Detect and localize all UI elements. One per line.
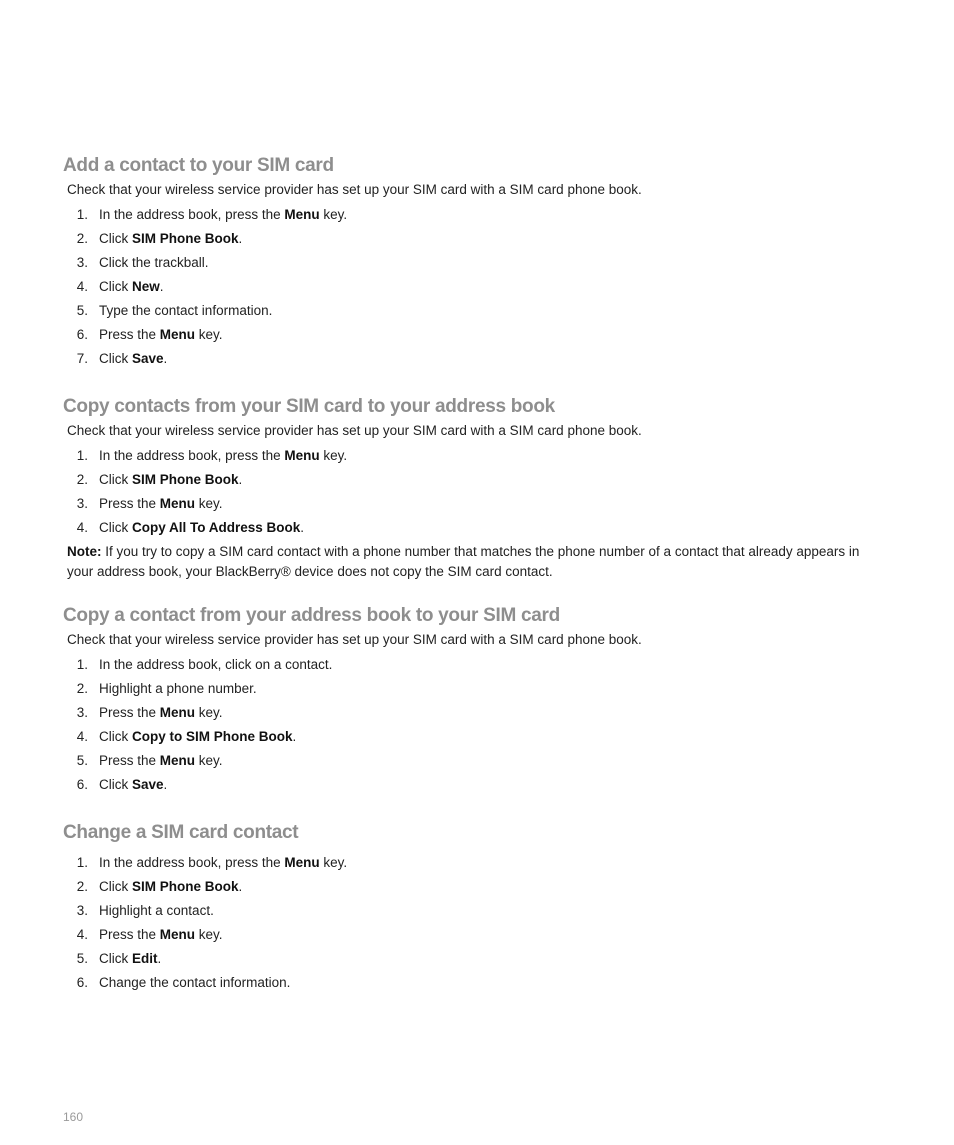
step-item	[63, 875, 893, 899]
step-text: Press the	[99, 705, 160, 720]
step-text: Press the	[99, 753, 160, 768]
step-bold-term: SIM Phone Book	[132, 879, 239, 894]
note-text: If you try to copy a SIM card contact with a phone number that matches the phone number of a contact that already appears in your address book, your BlackBerry® device does not copy the SIM card contact.	[67, 544, 860, 579]
step-number: 4.	[76, 729, 88, 744]
steps-list	[63, 203, 893, 371]
step-number: 2.	[76, 472, 88, 487]
step-item	[63, 323, 893, 347]
step-item	[63, 947, 893, 971]
step-bold-term: Menu	[284, 855, 320, 870]
step-text: Type the contact information.	[99, 303, 273, 318]
step-text-end: .	[163, 777, 168, 792]
section-heading: Change a SIM card contact	[63, 822, 299, 843]
step-text: Click	[99, 231, 132, 246]
step-item	[63, 227, 893, 251]
section-add-contact	[63, 154, 893, 371]
step-text-end: key.	[195, 927, 223, 942]
step-item	[63, 899, 893, 923]
step-text: Click	[99, 729, 132, 744]
step-bold-term: Menu	[159, 927, 196, 942]
note-label: Note:	[67, 544, 102, 559]
step-text-end: .	[300, 520, 305, 535]
step-item	[63, 444, 893, 468]
step-text: Click	[99, 279, 132, 294]
step-item	[63, 725, 893, 749]
step-bold-term: New	[132, 279, 160, 294]
step-bold-term: Save	[132, 351, 164, 366]
step-bold-term: Menu	[159, 753, 196, 768]
step-bold-term: Copy to SIM Phone Book	[132, 729, 293, 744]
step-text-end: key.	[319, 207, 348, 222]
step-bold-term: Menu	[159, 327, 196, 342]
step-item	[63, 653, 893, 677]
step-text: Click the trackball.	[99, 255, 209, 270]
step-item	[63, 701, 893, 725]
step-text: Click	[99, 879, 132, 894]
step-number: 1.	[76, 657, 88, 672]
step-item	[63, 749, 893, 773]
step-item	[63, 275, 893, 299]
step-text-end: .	[238, 231, 243, 246]
step-item	[63, 492, 893, 516]
step-number: 3.	[76, 496, 88, 511]
step-text: Click	[99, 520, 132, 535]
step-text: Click	[99, 777, 132, 792]
step-text: Click	[99, 472, 132, 487]
page-number: 160	[63, 1110, 84, 1124]
step-bold-term: Menu	[284, 448, 320, 463]
section-heading: Copy contacts from your SIM card to your address book	[63, 396, 555, 417]
step-number: 5.	[76, 951, 88, 966]
step-number: 4.	[76, 279, 88, 294]
step-text: In the address book, click on a contact.	[99, 657, 333, 672]
step-number: 2.	[76, 681, 88, 696]
step-text-end: key.	[195, 496, 223, 511]
step-number: 7.	[76, 351, 88, 366]
step-number: 4.	[76, 520, 88, 535]
section-change-sim-contact	[63, 821, 893, 995]
step-text-end: key.	[319, 855, 348, 870]
step-item	[63, 773, 893, 797]
step-item	[63, 299, 893, 323]
section-intro: Check that your wireless service provider has set up your SIM card with a SIM card phone book.	[67, 182, 642, 197]
step-number: 2.	[76, 231, 88, 246]
step-number: 3.	[76, 255, 88, 270]
step-number: 5.	[76, 303, 88, 318]
step-number: 6.	[76, 975, 88, 990]
step-text: Highlight a contact.	[99, 903, 214, 918]
step-text-end: .	[292, 729, 297, 744]
steps-list	[63, 444, 893, 540]
step-text-end: .	[159, 279, 164, 294]
step-bold-term: SIM Phone Book	[132, 231, 239, 246]
step-number: 6.	[76, 777, 88, 792]
step-text: In the address book, press the	[99, 207, 285, 222]
section-intro: Check that your wireless service provider has set up your SIM card with a SIM card phone book.	[67, 632, 642, 647]
step-bold-term: Menu	[284, 207, 320, 222]
step-bold-term: Save	[132, 777, 164, 792]
step-text: Press the	[99, 327, 160, 342]
section-intro: Check that your wireless service provider has set up your SIM card with a SIM card phone book.	[67, 423, 642, 438]
step-text-end: .	[157, 951, 162, 966]
step-text: Press the	[99, 496, 160, 511]
step-item	[63, 851, 893, 875]
step-number: 1.	[76, 448, 88, 463]
step-item	[63, 251, 893, 275]
step-number: 5.	[76, 753, 88, 768]
section-copy-contact-to-sim	[63, 604, 893, 797]
step-item	[63, 347, 893, 371]
step-bold-term: Menu	[159, 705, 196, 720]
step-text: Press the	[99, 927, 160, 942]
note-paragraph	[67, 542, 887, 581]
step-number: 1.	[76, 855, 88, 870]
step-text: Change the contact information.	[99, 975, 291, 990]
section-heading: Add a contact to your SIM card	[63, 155, 334, 176]
step-text: In the address book, press the	[99, 855, 285, 870]
step-text: Highlight a phone number.	[99, 681, 257, 696]
step-number: 2.	[76, 879, 88, 894]
step-item	[63, 971, 893, 995]
step-item	[63, 923, 893, 947]
step-number: 4.	[76, 927, 88, 942]
step-text: Click	[99, 951, 132, 966]
step-item	[63, 203, 893, 227]
step-item	[63, 468, 893, 492]
step-bold-term: SIM Phone Book	[132, 472, 239, 487]
step-number: 3.	[76, 705, 88, 720]
step-text-end: key.	[195, 753, 223, 768]
step-text-end: .	[238, 472, 243, 487]
step-text-end: .	[163, 351, 168, 366]
step-text-end: key.	[319, 448, 348, 463]
step-text-end: .	[238, 879, 243, 894]
step-item	[63, 516, 893, 540]
step-text-end: key.	[195, 327, 223, 342]
steps-list	[63, 653, 893, 797]
section-copy-contacts-to-address-book	[63, 395, 893, 581]
step-text: In the address book, press the	[99, 448, 285, 463]
step-text-end: key.	[195, 705, 223, 720]
step-item	[63, 677, 893, 701]
step-bold-term: Edit	[132, 951, 158, 966]
section-heading: Copy a contact from your address book to your SIM card	[63, 605, 560, 626]
step-number: 6.	[76, 327, 88, 342]
steps-list	[63, 851, 893, 995]
step-bold-term: Copy All To Address Book	[132, 520, 301, 535]
step-text: Click	[99, 351, 132, 366]
step-number: 1.	[76, 207, 88, 222]
step-bold-term: Menu	[159, 496, 196, 511]
step-number: 3.	[76, 903, 88, 918]
